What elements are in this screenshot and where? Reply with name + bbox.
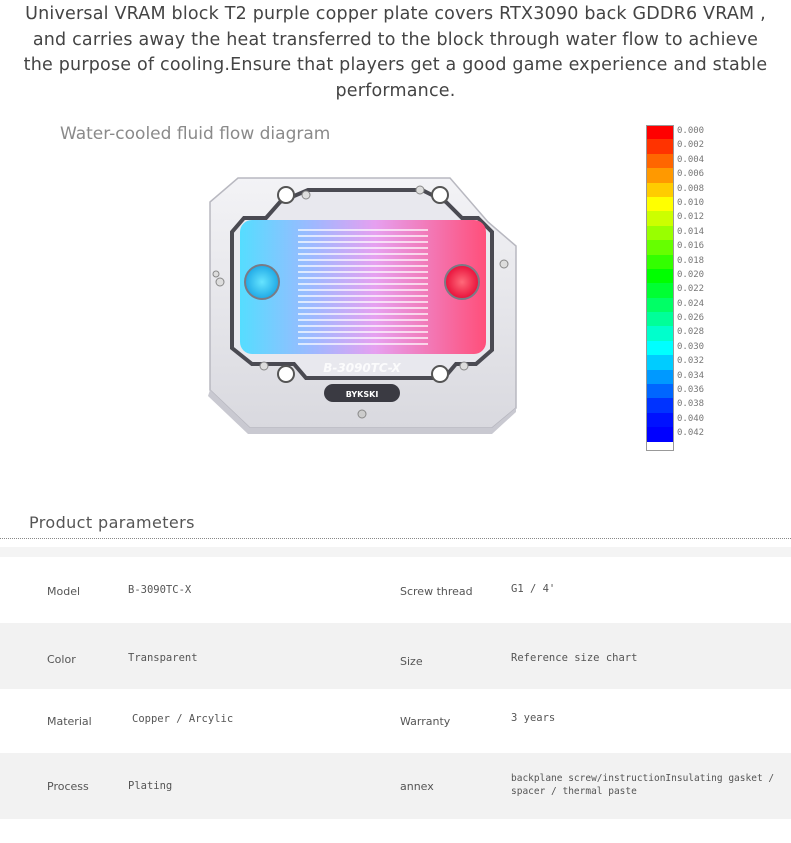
param-label: Size	[400, 655, 423, 668]
param-value: Copper / Arcylic	[132, 713, 234, 725]
brand-logo: BYKSKI	[345, 390, 379, 399]
param-label: Material	[47, 715, 92, 728]
param-label: Color	[47, 653, 76, 666]
param-value: Transparent	[128, 652, 198, 664]
scale-frame	[646, 125, 674, 451]
param-value: B-3090TC-X	[128, 584, 192, 596]
param-label: Warranty	[400, 715, 451, 728]
param-label: Process	[47, 780, 89, 793]
param-row-color	[0, 623, 791, 689]
param-value: 3 years	[511, 712, 556, 724]
scale-label: 0.012	[677, 212, 705, 223]
scale-label: 0.036	[677, 385, 705, 396]
section-band	[0, 547, 791, 557]
scale-label: 0.002	[677, 140, 705, 151]
param-row-process	[0, 753, 791, 819]
scale-label: 0.040	[677, 413, 705, 424]
water-block-illustration	[140, 150, 600, 440]
scale-label: 0.024	[677, 298, 705, 309]
scale-label: 0.022	[677, 284, 705, 295]
scale-label: 0.010	[677, 197, 705, 208]
intro-paragraph: Universal VRAM block T2 purple copper plate covers RTX3090 back GDDR6 VRAM , and carries away the heat transferred to the block through water flow to achieve the purpose of cooling.Ensure that players get a good game experience and stable performance.	[23, 4, 768, 101]
scale-label: 0.032	[677, 356, 705, 367]
scale-label: 0.014	[677, 226, 705, 237]
param-row-material	[0, 689, 791, 753]
scale-label: 0.038	[677, 399, 705, 410]
product-parameters-title: Product parameters	[29, 513, 195, 532]
scale-label: 0.000	[677, 126, 705, 136]
param-row-model	[0, 557, 791, 623]
scale-label: 0.006	[677, 169, 705, 180]
model-engraving: B-3090TC-X	[323, 361, 401, 375]
scale-label: 0.016	[677, 241, 705, 252]
scale-label: 0.026	[677, 313, 705, 324]
scale-label: 0.018	[677, 255, 705, 266]
param-value: backplane screw/instructionInsulating gasket / spacer / thermal paste	[511, 773, 775, 797]
scale-label: 0.004	[677, 154, 705, 165]
param-label: Model	[47, 585, 81, 598]
param-label: Screw thread	[400, 585, 473, 598]
inlet-port	[245, 265, 279, 299]
outlet-port	[445, 265, 479, 299]
scale-label: 0.028	[677, 327, 705, 338]
section-divider	[0, 538, 791, 539]
water-block-diagram	[140, 150, 600, 440]
scale-label: 0.030	[677, 341, 705, 352]
flow-diagram-title: Water-cooled fluid flow diagram	[60, 124, 331, 144]
scale-label: 0.008	[677, 183, 705, 194]
scale-label: 0.034	[677, 370, 705, 381]
param-value: Plating	[128, 780, 173, 792]
param-value: G1 / 4'	[511, 583, 556, 595]
param-value: Reference size chart	[511, 652, 638, 664]
scale-label: 0.020	[677, 269, 705, 280]
scale-label: 0.042	[677, 428, 705, 439]
param-label: annex	[400, 780, 434, 793]
